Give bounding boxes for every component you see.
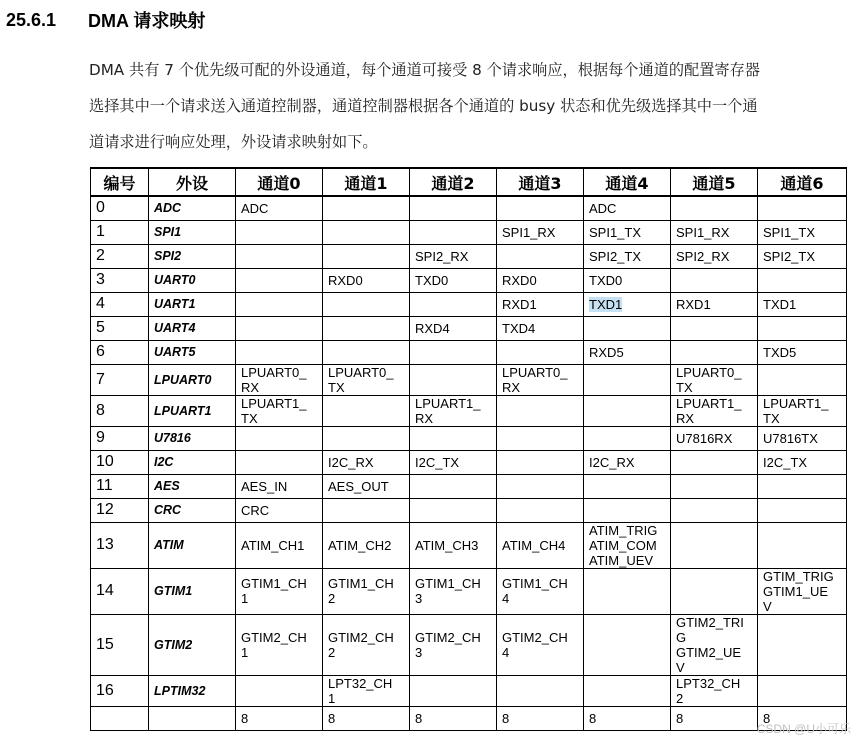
channel-2-cell <box>410 316 497 340</box>
row-peripheral: UART5 <box>149 340 236 364</box>
row-number: 10 <box>91 450 149 474</box>
channel-0-cell <box>236 450 323 474</box>
cell-text: LPT32_CH <box>328 675 393 691</box>
row-number: 6 <box>91 340 149 364</box>
header-channel-3: 通道3 <box>497 168 584 196</box>
channel-5-cell <box>671 292 758 316</box>
channel-2-cell <box>410 292 497 316</box>
cell-text: LPUART1_ <box>415 395 481 411</box>
row-number: 11 <box>91 474 149 498</box>
cell-text: TXD0 <box>415 272 449 288</box>
channel-6-cell <box>758 498 847 522</box>
channel-1-cell <box>323 474 410 498</box>
channel-0-cell <box>236 568 323 614</box>
channel-3-cell <box>497 568 584 614</box>
cell-text: ATIM_CH3 <box>415 537 479 553</box>
table-row <box>91 450 847 474</box>
channel-0-cell <box>236 498 323 522</box>
row-number: 2 <box>91 244 149 268</box>
channel-5-cell <box>671 268 758 292</box>
cell-text: TX <box>241 410 258 426</box>
channel-6-cell <box>758 340 847 364</box>
cell-text: TXD0 <box>589 272 623 288</box>
row-number: 13 <box>91 522 149 568</box>
row-number: 4 <box>91 292 149 316</box>
intro-paragraph <box>89 52 849 160</box>
row-peripheral: AES <box>149 474 236 498</box>
channel-1-cell <box>323 498 410 522</box>
channel-0-cell <box>236 675 323 706</box>
section-heading <box>6 6 205 34</box>
cell-text: I2C_RX <box>589 454 635 470</box>
channel-0-cell <box>236 614 323 675</box>
cell-text: CRC <box>241 502 270 518</box>
channel-5-total: 8 <box>671 706 758 730</box>
row-peripheral: SPI2 <box>149 244 236 268</box>
table-row <box>91 474 847 498</box>
section-title: DMA 请求映射 <box>88 11 206 31</box>
channel-3-cell <box>497 220 584 244</box>
table-row <box>91 268 847 292</box>
channel-2-cell <box>410 498 497 522</box>
cell-text: 2 <box>328 591 336 606</box>
row-number: 5 <box>91 316 149 340</box>
channel-5-cell <box>671 450 758 474</box>
row-number: 12 <box>91 498 149 522</box>
header-channel-5: 通道5 <box>671 168 758 196</box>
channel-1-cell <box>323 614 410 675</box>
row-number: 7 <box>91 364 149 395</box>
channel-4-total: 8 <box>584 706 671 730</box>
channel-3-cell <box>497 364 584 395</box>
channel-4-cell <box>584 220 671 244</box>
channel-0-cell <box>236 364 323 395</box>
cell-text: G <box>676 629 687 645</box>
cell-text: SPI1_RX <box>502 224 556 240</box>
channel-6-cell <box>758 568 847 614</box>
channel-4-cell <box>584 340 671 364</box>
channel-1-cell <box>323 450 410 474</box>
row-peripheral: CRC <box>149 498 236 522</box>
row-number: 1 <box>91 220 149 244</box>
row-peripheral: GTIM1 <box>149 568 236 614</box>
row-peripheral: UART0 <box>149 268 236 292</box>
section-number: 25.6.1 <box>6 9 57 30</box>
channel-1-cell <box>323 426 410 450</box>
channel-1-cell <box>323 244 410 268</box>
channel-0-cell <box>236 522 323 568</box>
cell-text: SPI2_RX <box>676 248 730 264</box>
channel-1-cell <box>323 268 410 292</box>
channel-3-cell <box>497 268 584 292</box>
channel-4-cell <box>584 675 671 706</box>
cell-text: ADC <box>589 200 617 216</box>
channel-6-cell <box>758 450 847 474</box>
row-peripheral: ATIM <box>149 522 236 568</box>
cell-text: I2C_RX <box>328 454 374 470</box>
channel-5-cell <box>671 340 758 364</box>
channel-3-cell <box>497 395 584 426</box>
row-peripheral: GTIM2 <box>149 614 236 675</box>
channel-2-cell <box>410 675 497 706</box>
channel-1-cell <box>323 292 410 316</box>
cell-text: RXD5 <box>589 344 624 360</box>
table-row <box>91 675 847 706</box>
channel-2-cell <box>410 340 497 364</box>
row-number: 0 <box>91 196 149 220</box>
channel-5-cell <box>671 522 758 568</box>
row-peripheral <box>149 706 236 730</box>
row-peripheral: LPUART0 <box>149 364 236 395</box>
table-row <box>91 292 847 316</box>
channel-6-cell <box>758 196 847 220</box>
intro-line: 道请求进行响应处理，外设请求映射如下。 <box>89 133 378 151</box>
highlighted-text: TXD1 <box>589 296 623 312</box>
cell-text: GTIM2_CH <box>241 629 307 645</box>
cell-text: LPUART0_ <box>328 364 394 380</box>
channel-0-total: 8 <box>236 706 323 730</box>
cell-text: AES_OUT <box>328 478 389 494</box>
cell-text: AES_IN <box>241 478 288 494</box>
cell-text: V <box>763 598 772 614</box>
channel-6-cell <box>758 316 847 340</box>
channel-3-cell <box>497 522 584 568</box>
channel-3-cell <box>497 498 584 522</box>
cell-text: LPUART1_ <box>763 395 829 411</box>
channel-6-cell <box>758 395 847 426</box>
row-number: 14 <box>91 568 149 614</box>
cell-text: ATIM_UEV <box>589 552 654 568</box>
table-header-row <box>91 168 847 196</box>
table-row <box>91 522 847 568</box>
cell-text: 3 <box>415 591 423 606</box>
channel-4-cell <box>584 568 671 614</box>
cell-text: LPUART1_ <box>676 395 742 411</box>
cell-text: TXD4 <box>502 320 536 336</box>
channel-3-cell <box>497 614 584 675</box>
cell-text: TX <box>676 379 693 395</box>
channel-2-total: 8 <box>410 706 497 730</box>
table-row <box>91 364 847 395</box>
channel-1-cell <box>323 316 410 340</box>
cell-text: ATIM_CH4 <box>502 537 566 553</box>
channel-2-cell <box>410 450 497 474</box>
watermark: CSDN @U小可乐 <box>756 722 851 736</box>
channel-4-cell <box>584 498 671 522</box>
cell-text: V <box>676 659 685 675</box>
channel-5-cell <box>671 675 758 706</box>
channel-6-cell <box>758 220 847 244</box>
channel-5-cell <box>671 196 758 220</box>
cell-text: GTIM1_CH <box>415 576 481 591</box>
cell-text: TX <box>328 379 345 395</box>
channel-4-cell <box>584 292 671 316</box>
intro-line: DMA 共有 7 个优先级可配的外设通道，每个通道可接受 8 个请求响应，根据每个通道的配置寄存器 <box>89 61 760 79</box>
row-peripheral: SPI1 <box>149 220 236 244</box>
channel-2-cell <box>410 220 497 244</box>
table-row <box>91 316 847 340</box>
channel-6-cell <box>758 474 847 498</box>
cell-text: 2 <box>676 690 684 706</box>
cell-text: ADC <box>241 200 269 216</box>
cell-text: SPI2_RX <box>415 248 469 264</box>
row-peripheral: ADC <box>149 196 236 220</box>
channel-4-cell <box>584 522 671 568</box>
channel-4-cell <box>584 244 671 268</box>
cell-text: RXD1 <box>676 296 711 312</box>
cell-text: SPI1_TX <box>763 224 816 240</box>
cell-text: I2C_TX <box>415 454 460 470</box>
channel-3-cell <box>497 316 584 340</box>
channel-5-cell <box>671 614 758 675</box>
channel-0-cell <box>236 316 323 340</box>
channel-3-cell <box>497 244 584 268</box>
table-row <box>91 196 847 220</box>
cell-text: TXD1 <box>763 296 797 312</box>
channel-4-cell <box>584 450 671 474</box>
table-row <box>91 395 847 426</box>
channel-5-cell <box>671 364 758 395</box>
channel-5-cell <box>671 426 758 450</box>
channel-2-cell <box>410 474 497 498</box>
cell-text: 1 <box>241 644 249 660</box>
header-channel-6: 通道6 <box>758 168 847 196</box>
channel-4-cell <box>584 364 671 395</box>
channel-1-cell <box>323 395 410 426</box>
table-row <box>91 220 847 244</box>
channel-3-cell <box>497 426 584 450</box>
channel-0-cell <box>236 474 323 498</box>
header-peripheral: 外设 <box>149 168 236 196</box>
header-number: 编号 <box>91 168 149 196</box>
channel-6-cell <box>758 364 847 395</box>
header-channel-4: 通道4 <box>584 168 671 196</box>
channel-3-cell <box>497 196 584 220</box>
channel-6-cell <box>758 614 847 675</box>
totals-row <box>91 706 847 730</box>
channel-6-cell <box>758 522 847 568</box>
channel-3-total: 8 <box>497 706 584 730</box>
cell-text: SPI1_TX <box>589 224 642 240</box>
cell-text: U7816TX <box>763 430 818 446</box>
channel-0-cell <box>236 268 323 292</box>
channel-3-cell <box>497 340 584 364</box>
cell-text: ATIM_CH1 <box>241 537 305 553</box>
channel-3-cell <box>497 474 584 498</box>
channel-5-cell <box>671 498 758 522</box>
channel-0-cell <box>236 340 323 364</box>
cell-text: GTIM1_CH <box>502 576 568 591</box>
cell-text: SPI2_TX <box>763 248 816 264</box>
channel-1-cell <box>323 522 410 568</box>
channel-3-cell <box>497 292 584 316</box>
channel-1-cell <box>323 196 410 220</box>
dma-request-map-table <box>90 167 847 731</box>
channel-6-cell <box>758 675 847 706</box>
cell-text: RXD0 <box>502 272 537 288</box>
cell-text: RX <box>415 410 434 426</box>
channel-2-cell <box>410 364 497 395</box>
cell-text: 1 <box>328 690 336 706</box>
cell-text: GTIM1_CH <box>241 576 307 591</box>
cell-text: RX <box>502 379 521 395</box>
channel-6-cell <box>758 292 847 316</box>
channel-2-cell <box>410 196 497 220</box>
header-channel-0: 通道0 <box>236 168 323 196</box>
channel-5-cell <box>671 395 758 426</box>
table-row <box>91 426 847 450</box>
cell-text: 1 <box>241 591 249 606</box>
channel-2-cell <box>410 614 497 675</box>
channel-2-cell <box>410 395 497 426</box>
row-peripheral: LPUART1 <box>149 395 236 426</box>
channel-5-cell <box>671 568 758 614</box>
channel-0-cell <box>236 292 323 316</box>
channel-4-cell <box>584 316 671 340</box>
channel-1-total: 8 <box>323 706 410 730</box>
cell-text: GTIM1_UE <box>763 583 829 599</box>
cell-text: RXD1 <box>502 296 537 312</box>
channel-1-cell <box>323 675 410 706</box>
channel-4-cell <box>584 426 671 450</box>
channel-2-cell <box>410 244 497 268</box>
row-number: 15 <box>91 614 149 675</box>
cell-text: RXD4 <box>415 320 450 336</box>
channel-6-cell <box>758 244 847 268</box>
cell-text: LPUART0_ <box>676 364 742 380</box>
cell-text: GTIM2_CH <box>328 629 394 645</box>
cell-text: LPT32_CH <box>676 675 741 691</box>
intro-line: 选择其中一个请求送入通道控制器，通道控制器根据各个通道的 busy 状态和优先级选择其中一个通 <box>89 97 758 115</box>
channel-1-cell <box>323 568 410 614</box>
cell-text: 4 <box>502 591 510 606</box>
channel-0-cell <box>236 395 323 426</box>
cell-text: ATIM_CH2 <box>328 537 392 553</box>
cell-text: GTIM2_UE <box>676 644 742 660</box>
channel-2-cell <box>410 268 497 292</box>
row-number: 9 <box>91 426 149 450</box>
channel-0-cell <box>236 196 323 220</box>
row-peripheral: UART1 <box>149 292 236 316</box>
cell-text: SPI1_RX <box>676 224 730 240</box>
table-row <box>91 340 847 364</box>
channel-0-cell <box>236 426 323 450</box>
channel-0-cell <box>236 244 323 268</box>
channel-6-total: 8 <box>758 706 847 730</box>
channel-3-cell <box>497 450 584 474</box>
channel-4-cell <box>584 196 671 220</box>
channel-3-cell <box>497 675 584 706</box>
channel-4-cell <box>584 474 671 498</box>
channel-4-cell <box>584 268 671 292</box>
cell-text: 2 <box>328 644 336 660</box>
channel-2-cell <box>410 522 497 568</box>
channel-5-cell <box>671 474 758 498</box>
cell-text: ATIM_TRIG <box>589 522 658 538</box>
cell-text: SPI2_TX <box>589 248 642 264</box>
row-number: 16 <box>91 675 149 706</box>
cell-text: 3 <box>415 644 423 660</box>
channel-6-cell <box>758 426 847 450</box>
row-peripheral: LPTIM32 <box>149 675 236 706</box>
cell-text: GTIM_TRIG <box>763 568 834 584</box>
header-channel-2: 通道2 <box>410 168 497 196</box>
row-number: 3 <box>91 268 149 292</box>
cell-text: GTIM2_CH <box>415 629 481 645</box>
channel-5-cell <box>671 316 758 340</box>
channel-4-cell <box>584 614 671 675</box>
cell-text: GTIM2_CH <box>502 629 568 645</box>
cell-text: LPUART0_ <box>502 364 568 380</box>
cell-text: RX <box>241 379 260 395</box>
cell-text: 4 <box>502 644 510 660</box>
cell-text: ATIM_COM <box>589 537 657 553</box>
table-row <box>91 614 847 675</box>
cell-text: U7816RX <box>676 430 733 446</box>
row-peripheral: UART4 <box>149 316 236 340</box>
cell-text: TXD5 <box>763 344 797 360</box>
cell-text: RXD0 <box>328 272 363 288</box>
cell-text: TX <box>763 410 780 426</box>
row-peripheral: U7816 <box>149 426 236 450</box>
channel-2-cell <box>410 568 497 614</box>
cell-text: LPUART0_ <box>241 364 307 380</box>
header-channel-1: 通道1 <box>323 168 410 196</box>
row-number <box>91 706 149 730</box>
table-row <box>91 568 847 614</box>
cell-text: I2C_TX <box>763 454 808 470</box>
channel-1-cell <box>323 340 410 364</box>
channel-1-cell <box>323 220 410 244</box>
channel-5-cell <box>671 220 758 244</box>
cell-text: LPUART1_ <box>241 395 307 411</box>
channel-6-cell <box>758 268 847 292</box>
channel-1-cell <box>323 364 410 395</box>
row-number: 8 <box>91 395 149 426</box>
channel-5-cell <box>671 244 758 268</box>
channel-2-cell <box>410 426 497 450</box>
channel-0-cell <box>236 220 323 244</box>
cell-text: GTIM2_TRI <box>676 614 744 630</box>
table-row <box>91 244 847 268</box>
channel-4-cell <box>584 395 671 426</box>
table-row <box>91 498 847 522</box>
cell-text: RX <box>676 410 695 426</box>
cell-text: GTIM1_CH <box>328 576 394 591</box>
row-peripheral: I2C <box>149 450 236 474</box>
